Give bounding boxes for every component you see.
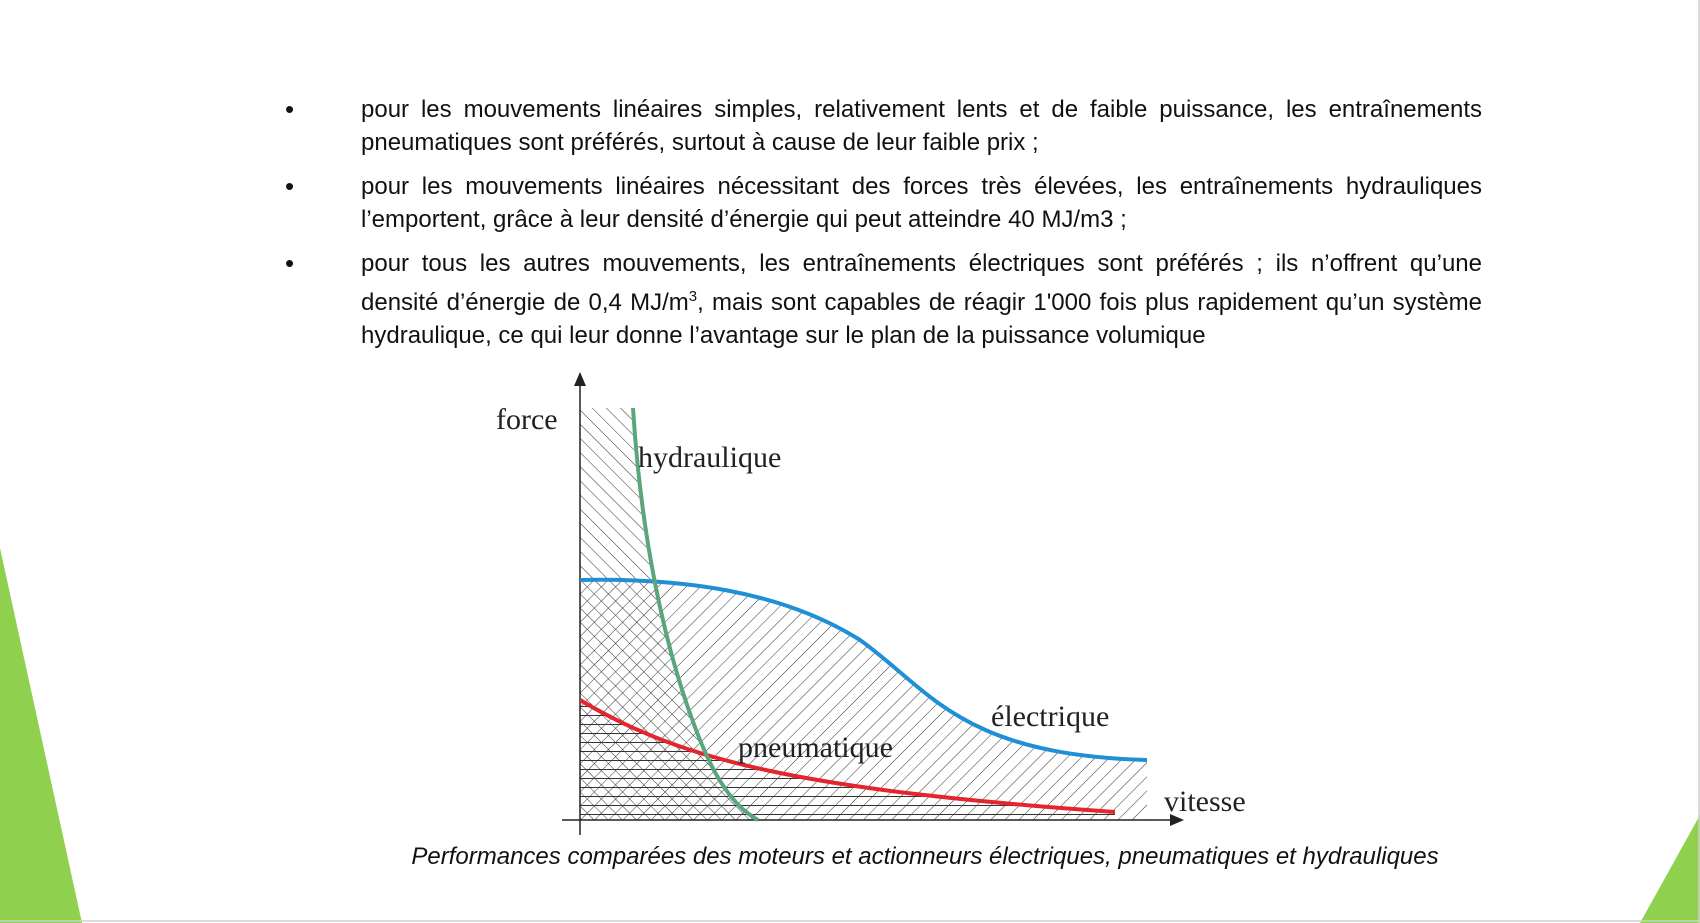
figure-caption: Performances comparées des moteurs et actionneurs électriques, pneumatiques et hydrauliques (411, 843, 1439, 870)
bullet-text: pour les mouvements linéaires nécessitant des forces très élevées, les entraînements hydrauliques l’emportent, grâce à leur densité d’énergie qui peut atteindre 40 MJ/m3 ; (361, 173, 1482, 233)
label-electrique: électrique (991, 700, 1110, 733)
bullet-text-part: , mais sont capables de réagir 1'000 fois plus rapidement qu’un système hydraulique, ce qui leur donne l’avantage sur le plan de la puissance volumique (361, 289, 1483, 349)
bullet-dot: • (285, 248, 295, 278)
bullet-text-part: pour tous les autres mouvements, les entraînements électriques sont préférés ; ils n’offrent qu’une densité d’énergie de 0,4 MJ/m (361, 250, 1482, 316)
superscript: 3 (688, 288, 698, 305)
bullet-dot: • (285, 94, 295, 124)
bullet-dot: • (285, 171, 295, 201)
label-hydraulique: hydraulique (638, 441, 782, 474)
y-axis-arrow-icon (574, 372, 586, 386)
x-axis-label: vitesse (1164, 785, 1246, 818)
bullet-text: pour les mouvements linéaires simples, relativement lents et de faible puissance, les entraînements pneumatiques sont préférés, surtout à cause de leur faible prix ; (361, 96, 1482, 156)
label-pneumatique: pneumatique (738, 731, 893, 764)
y-axis-label: force (496, 403, 558, 436)
